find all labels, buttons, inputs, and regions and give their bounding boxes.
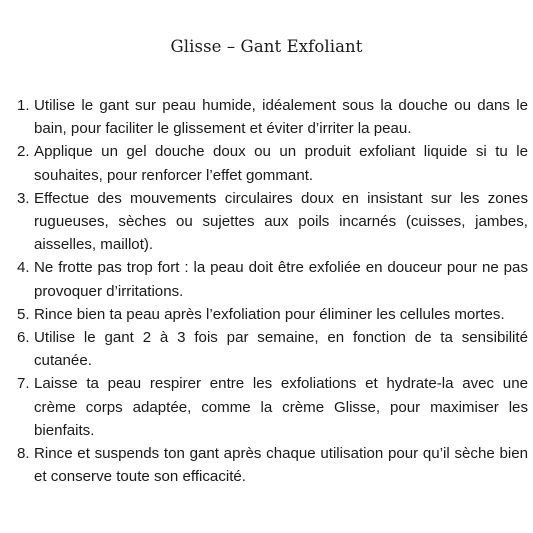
list-item — [17, 187, 528, 257]
list-item — [17, 256, 528, 302]
step-number: 4. — [17, 259, 30, 277]
step-text: Laisse ta peau respirer entre les exfoliations et hydrate-la avec une crème corps adaptée, comme la crème Glisse, pour maximiser les bienfaits. — [34, 375, 528, 439]
document-title: Glisse – Gant Exfoliant — [170, 37, 363, 56]
list-item — [17, 94, 528, 140]
list-item — [17, 326, 528, 372]
step-number: 7. — [17, 375, 30, 393]
list-item — [17, 372, 528, 442]
list-item — [17, 442, 528, 488]
step-text: Applique un gel douche doux ou un produit exfoliant liquide si tu le souhaites, pour renforcer l’effet gommant. — [34, 143, 528, 184]
step-text: Utilise le gant sur peau humide, idéalement sous la douche ou dans le bain, pour faciliter le glissement et éviter d’irriter la peau. — [34, 97, 528, 138]
step-number: 3. — [17, 189, 30, 207]
step-number: 8. — [17, 445, 30, 463]
step-number: 1. — [17, 97, 30, 114]
step-text: Ne frotte pas trop fort : la peau doit être exfoliée en douceur pour ne pas provoquer d’irritations. — [34, 259, 528, 300]
step-text: Effectue des mouvements circulaires doux en insistant sur les zones rugueuses, sèches ou sujettes aux poils incarnés (cuisses, jambes, aisselles, maillot). — [34, 189, 528, 254]
step-number: 2. — [17, 143, 30, 161]
step-text: Utilise le gant 2 à 3 fois par semaine, en fonction de ta sensibilité cutanée. — [34, 329, 528, 370]
step-text: Rince bien ta peau après l’exfoliation pour éliminer les cellules mortes. — [34, 305, 505, 323]
step-text: Rince et suspends ton gant après chaque utilisation pour qu’il sèche bien et conserve toute son efficacité. — [34, 445, 528, 486]
list-item — [17, 303, 528, 326]
step-number: 5. — [17, 305, 30, 323]
list-item — [17, 140, 528, 186]
instruction-list — [17, 94, 528, 488]
step-number: 6. — [17, 329, 30, 347]
